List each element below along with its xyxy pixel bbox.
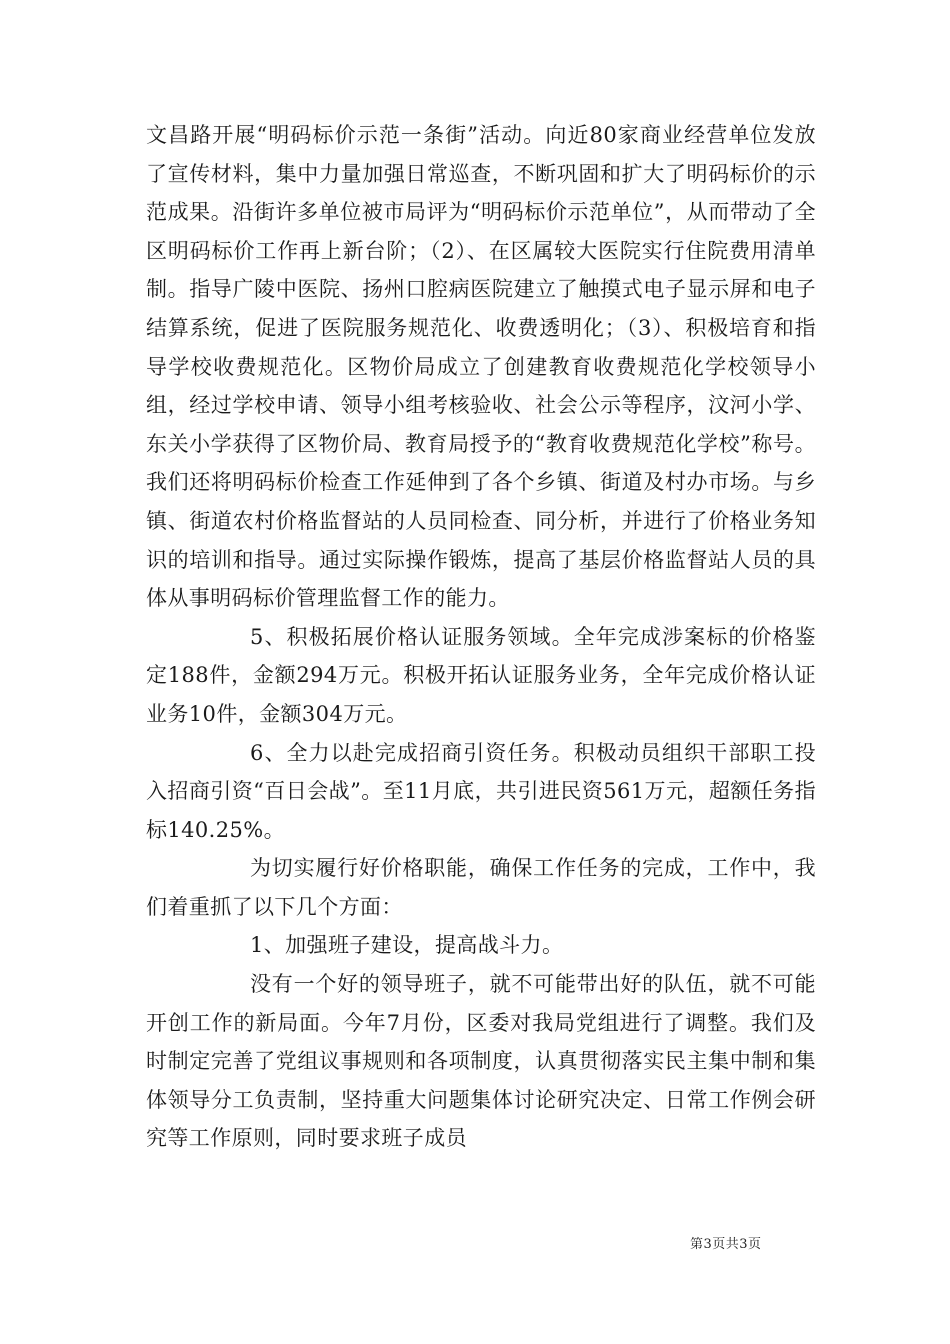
page-number-footer: 第3页共3页: [690, 1237, 762, 1252]
paragraph-work-measures-intro: 为切实履行好价格职能，确保工作任务的完成，工作中，我们着重抓了以下几个方面：: [146, 856, 816, 919]
paragraph-section-heading-leadership: 1、加强班子建设，提高战斗力。: [250, 933, 564, 958]
paragraph-leadership-team: 没有一个好的领导班子，就不可能带出好的队伍，就不可能开创工作的新局面。今年7月份，区委对我局党组进行了调整。我们及时制定完善了党组议事规则和各项制度，认真贯彻落实民主集中制和集体领导分工负责制，坚持重大问题集体讨论研究决定、日常工作例会研究等工作原则，同时要求班子成员: [146, 972, 816, 1151]
paragraph-investment-attraction: 6、全力以赴完成招商引资任务。积极动员组织干部职工投入招商引资“百日会战”。至11月底，共引进民资561万元，超额任务指标140.25%。: [146, 740, 816, 842]
document-body: [146, 116, 816, 1158]
paragraph-price-labeling: 文昌路开展“明码标价示范一条街”活动。向近80家商业经营单位发放了宣传材料，集中力量加强日常巡查，不断巩固和扩大了明码标价的示范成果。沿街许多单位被市局评为“明码标价示范单位”，从而带动了全区明码标价工作再上新台阶；（2）、在区属较大医院实行住院费用清单制。指导广陵中医院、扬州口腔病医院建立了触摸式电子显示屏和电子结算系统，促进了医院服务规范化、收费透明化；（3）、积极培育和指导学校收费规范化。区物价局成立了创建教育收费规范化学校领导小组，经过学校申请、领导小组考核验收、社会公示等程序，汶河小学、东关小学获得了区物价局、教育局授予的“教育收费规范化学校”称号。我们还将明码标价检查工作延伸到了各个乡镇、街道及村办市场。与乡镇、街道农村价格监督站的人员同检查、同分析，并进行了价格业务知识的培训和指导。通过实际操作锻炼，提高了基层价格监督站人员的具体从事明码标价管理监督工作的能力。: [146, 123, 816, 611]
paragraph-price-certification: 5、积极拓展价格认证服务领域。全年完成涉案标的价格鉴定188件，金额294万元。积极开拓认证服务业务，全年完成价格认证业务10件，金额304万元。: [146, 624, 816, 726]
